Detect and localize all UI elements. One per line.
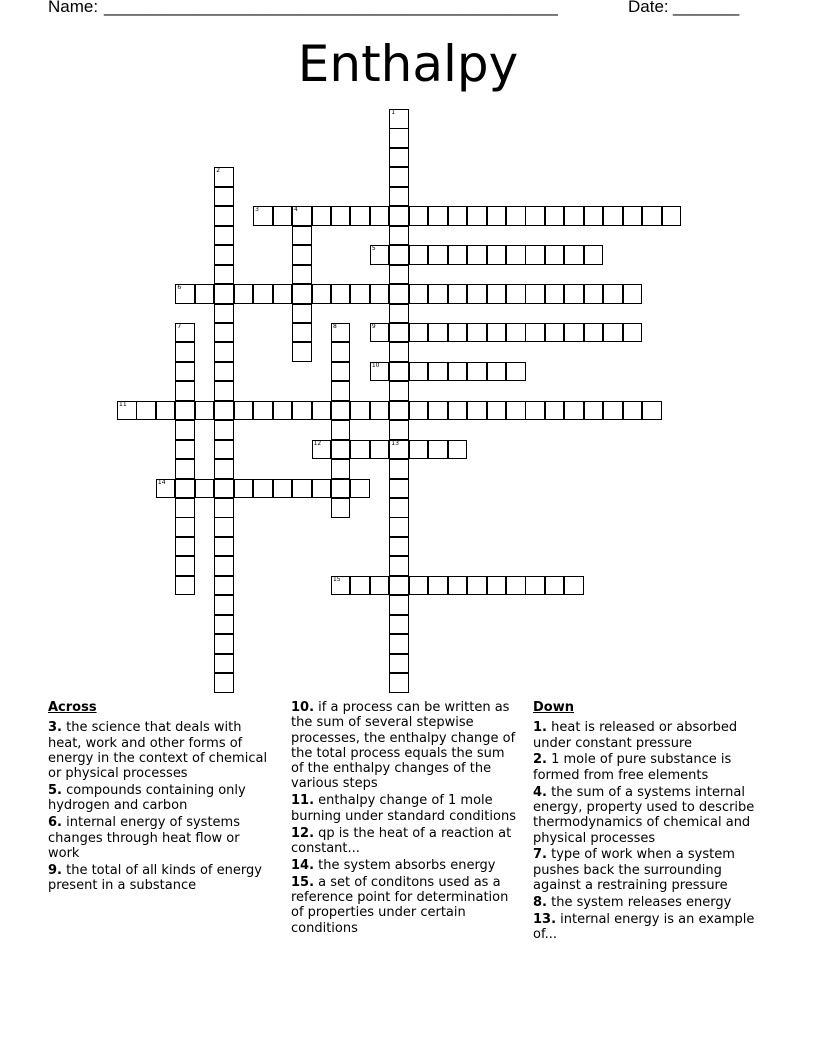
crossword-cell[interactable] bbox=[214, 226, 234, 246]
crossword-cell[interactable] bbox=[214, 517, 234, 537]
clue-text: the system absorbs energy bbox=[314, 857, 496, 873]
date-field[interactable]: _______ bbox=[673, 0, 740, 16]
crossword-cell[interactable] bbox=[214, 381, 234, 401]
crossword-cell[interactable] bbox=[350, 479, 370, 499]
crossword-cell[interactable] bbox=[467, 284, 487, 304]
crossword-cell[interactable] bbox=[506, 245, 526, 265]
cell-number: 12 bbox=[313, 439, 322, 447]
crossword-cell[interactable] bbox=[312, 401, 332, 421]
crossword-cell[interactable] bbox=[603, 401, 623, 421]
crossword-cell[interactable] bbox=[312, 440, 332, 460]
crossword-cell[interactable] bbox=[156, 401, 176, 421]
crossword-cell[interactable] bbox=[331, 498, 351, 518]
crossword-cell[interactable] bbox=[506, 206, 526, 226]
crossword-cell[interactable] bbox=[156, 479, 176, 499]
puzzle-title: Enthalpy bbox=[297, 35, 519, 93]
clue-text: heat is released or absorbed under constant pressure bbox=[533, 720, 738, 751]
cell-number: 8 bbox=[332, 322, 337, 330]
crossword-cell[interactable] bbox=[389, 517, 409, 537]
crossword-cell[interactable] bbox=[117, 401, 137, 421]
crossword-cell[interactable] bbox=[175, 459, 195, 479]
crossword-cell[interactable] bbox=[175, 381, 195, 401]
crossword-cell[interactable] bbox=[428, 284, 448, 304]
crossword-cell[interactable] bbox=[389, 537, 409, 557]
crossword-cell[interactable] bbox=[175, 479, 195, 499]
crossword-cell[interactable] bbox=[428, 323, 448, 343]
crossword-cell[interactable] bbox=[370, 284, 390, 304]
crossword-cell[interactable] bbox=[448, 245, 468, 265]
clue-text: a set of conditons used as a reference point for determination of properties under certain conditions bbox=[291, 874, 509, 936]
crossword-cell[interactable] bbox=[331, 362, 351, 382]
crossword-cell[interactable] bbox=[389, 654, 409, 674]
crossword-cell[interactable] bbox=[175, 498, 195, 518]
crossword-cell[interactable] bbox=[487, 576, 507, 596]
crossword-cell[interactable] bbox=[175, 323, 195, 343]
crossword-cell[interactable] bbox=[409, 362, 429, 382]
crossword-cell[interactable] bbox=[214, 265, 234, 285]
crossword-cell[interactable] bbox=[292, 323, 312, 343]
crossword-cell[interactable] bbox=[409, 401, 429, 421]
crossword-cell[interactable] bbox=[389, 109, 409, 129]
crossword-cell[interactable] bbox=[564, 206, 584, 226]
crossword-cell[interactable] bbox=[467, 323, 487, 343]
crossword-cell[interactable] bbox=[214, 479, 234, 499]
crossword-cell[interactable] bbox=[234, 284, 254, 304]
crossword-cell[interactable] bbox=[448, 323, 468, 343]
crossword-cell[interactable] bbox=[292, 342, 312, 362]
crossword-cell[interactable] bbox=[389, 440, 409, 460]
crossword-cell[interactable] bbox=[214, 323, 234, 343]
clue-text: qp is the heat of a reaction at constant... bbox=[291, 825, 512, 856]
crossword-cell[interactable] bbox=[214, 556, 234, 576]
crossword-cell[interactable] bbox=[525, 323, 545, 343]
clue-across-5 bbox=[48, 783, 268, 814]
crossword-cell[interactable] bbox=[389, 284, 409, 304]
crossword-cell[interactable] bbox=[603, 323, 623, 343]
crossword-cell[interactable] bbox=[428, 576, 448, 596]
crossword-cell[interactable] bbox=[448, 401, 468, 421]
clue-across-9 bbox=[48, 863, 268, 894]
crossword-cell[interactable] bbox=[389, 381, 409, 401]
crossword-cell[interactable] bbox=[389, 401, 409, 421]
crossword-cell[interactable] bbox=[175, 556, 195, 576]
crossword-cell[interactable] bbox=[312, 479, 332, 499]
crossword-cell[interactable] bbox=[175, 342, 195, 362]
crossword-cell[interactable] bbox=[389, 323, 409, 343]
crossword-cell[interactable] bbox=[331, 420, 351, 440]
crossword-cell[interactable] bbox=[428, 401, 448, 421]
clue-number: 4. bbox=[533, 784, 547, 800]
crossword-cell[interactable] bbox=[370, 401, 390, 421]
cell-number: 15 bbox=[332, 575, 341, 583]
crossword-cell[interactable] bbox=[525, 401, 545, 421]
cell-number: 7 bbox=[177, 322, 182, 330]
crossword-cell[interactable] bbox=[175, 401, 195, 421]
crossword-cell[interactable] bbox=[506, 323, 526, 343]
crossword-cell[interactable] bbox=[214, 187, 234, 207]
crossword-cell[interactable] bbox=[467, 206, 487, 226]
crossword-cell[interactable] bbox=[350, 440, 370, 460]
crossword-cell[interactable] bbox=[389, 459, 409, 479]
crossword-cell[interactable] bbox=[234, 479, 254, 499]
crossword-cell[interactable] bbox=[448, 440, 468, 460]
clue-number: 11. bbox=[291, 793, 315, 809]
crossword-cell[interactable] bbox=[389, 226, 409, 246]
crossword-cell[interactable] bbox=[506, 576, 526, 596]
crossword-cell[interactable] bbox=[525, 245, 545, 265]
clue-number: 10. bbox=[291, 700, 315, 715]
crossword-cell[interactable] bbox=[253, 206, 273, 226]
crossword-cell[interactable] bbox=[389, 304, 409, 324]
crossword-cell[interactable] bbox=[564, 401, 584, 421]
crossword-cell[interactable] bbox=[273, 284, 293, 304]
crossword-cell[interactable] bbox=[175, 440, 195, 460]
crossword-cell[interactable] bbox=[389, 342, 409, 362]
cell-number: 2 bbox=[216, 167, 221, 175]
clue-across-11 bbox=[291, 793, 516, 824]
clue-down-8 bbox=[533, 895, 765, 910]
crossword-cell[interactable] bbox=[312, 284, 332, 304]
crossword-cell[interactable] bbox=[214, 440, 234, 460]
crossword-cell[interactable] bbox=[195, 284, 215, 304]
crossword-cell[interactable] bbox=[389, 265, 409, 285]
crossword-cell[interactable] bbox=[642, 401, 662, 421]
clue-number: 5. bbox=[48, 783, 62, 799]
crossword-cell[interactable] bbox=[214, 459, 234, 479]
crossword-cell[interactable] bbox=[389, 498, 409, 518]
clue-number: 15. bbox=[291, 874, 315, 890]
crossword-cell[interactable] bbox=[389, 187, 409, 207]
crossword-cell[interactable] bbox=[350, 284, 370, 304]
crossword-cell[interactable] bbox=[389, 615, 409, 635]
clue-text: type of work when a system pushes back the surrounding against a restraining pressure bbox=[533, 847, 735, 894]
clue-number: 6. bbox=[48, 815, 62, 831]
crossword-cell[interactable] bbox=[545, 576, 565, 596]
crossword-cell[interactable] bbox=[214, 498, 234, 518]
clue-text: the science that deals with heat, work and other forms of energy in the context of chemical or physical processes bbox=[48, 720, 268, 782]
crossword-cell[interactable] bbox=[428, 206, 448, 226]
clue-number: 3. bbox=[48, 720, 62, 736]
crossword-cell[interactable] bbox=[175, 517, 195, 537]
crossword-cell[interactable] bbox=[331, 440, 351, 460]
crossword-cell[interactable] bbox=[623, 401, 643, 421]
down-clues-column bbox=[533, 700, 765, 944]
crossword-cell[interactable] bbox=[584, 323, 604, 343]
crossword-cell[interactable] bbox=[214, 537, 234, 557]
crossword-cell[interactable] bbox=[214, 284, 234, 304]
crossword-cell[interactable] bbox=[428, 362, 448, 382]
crossword-cell[interactable] bbox=[487, 401, 507, 421]
crossword-cell[interactable] bbox=[273, 479, 293, 499]
clue-text: enthalpy change of 1 mole burning under standard conditions bbox=[291, 793, 516, 824]
clue-number: 9. bbox=[48, 862, 62, 878]
crossword-cell[interactable] bbox=[525, 284, 545, 304]
clue-text: compounds containing only hydrogen and carbon bbox=[48, 783, 246, 814]
crossword-cell[interactable] bbox=[389, 420, 409, 440]
crossword-cell[interactable] bbox=[214, 342, 234, 362]
clue-number: 2. bbox=[533, 752, 547, 768]
crossword-cell[interactable] bbox=[273, 401, 293, 421]
crossword-cell[interactable] bbox=[389, 245, 409, 265]
clue-across-6 bbox=[48, 815, 268, 861]
clue-number: 1. bbox=[533, 720, 547, 736]
clue-number: 8. bbox=[533, 894, 547, 910]
crossword-cell[interactable] bbox=[214, 167, 234, 187]
crossword-cell[interactable] bbox=[292, 206, 312, 226]
crossword-cell[interactable] bbox=[467, 401, 487, 421]
crossword-cell[interactable] bbox=[623, 284, 643, 304]
crossword-cell[interactable] bbox=[487, 245, 507, 265]
crossword-cell[interactable] bbox=[409, 323, 429, 343]
crossword-cell[interactable] bbox=[545, 206, 565, 226]
crossword-cell[interactable] bbox=[584, 206, 604, 226]
crossword-cell[interactable] bbox=[662, 206, 682, 226]
crossword-cell[interactable] bbox=[175, 284, 195, 304]
clue-text: internal energy of systems changes through heat flow or work bbox=[48, 815, 240, 861]
crossword-cell[interactable] bbox=[603, 206, 623, 226]
crossword-cell[interactable] bbox=[214, 206, 234, 226]
crossword-cell[interactable] bbox=[409, 245, 429, 265]
crossword-cell[interactable] bbox=[584, 284, 604, 304]
crossword-cell[interactable] bbox=[331, 459, 351, 479]
crossword-cell[interactable] bbox=[292, 401, 312, 421]
crossword-cell[interactable] bbox=[350, 576, 370, 596]
crossword-cell[interactable] bbox=[584, 245, 604, 265]
crossword-cell[interactable] bbox=[234, 401, 254, 421]
crossword-cell[interactable] bbox=[331, 342, 351, 362]
crossword-cell[interactable] bbox=[253, 479, 273, 499]
crossword-cell[interactable] bbox=[253, 401, 273, 421]
crossword-cell[interactable] bbox=[292, 304, 312, 324]
crossword-cell[interactable] bbox=[545, 245, 565, 265]
cell-number: 3 bbox=[255, 206, 259, 214]
crossword-cell[interactable] bbox=[175, 420, 195, 440]
crossword-cell[interactable] bbox=[506, 362, 526, 382]
crossword-cell[interactable] bbox=[428, 245, 448, 265]
crossword-cell[interactable] bbox=[175, 576, 195, 596]
crossword-cell[interactable] bbox=[331, 576, 351, 596]
crossword-cell[interactable] bbox=[214, 304, 234, 324]
crossword-cell[interactable] bbox=[389, 673, 409, 693]
crossword-cell[interactable] bbox=[487, 284, 507, 304]
clue-text: the system releases energy bbox=[546, 894, 732, 910]
crossword-cell[interactable] bbox=[292, 245, 312, 265]
clue-down-2 bbox=[533, 752, 765, 783]
crossword-cell[interactable] bbox=[467, 576, 487, 596]
across-clues-column bbox=[48, 700, 268, 895]
clue-down-1 bbox=[533, 720, 765, 751]
crossword-cell[interactable] bbox=[214, 615, 234, 635]
crossword-cell[interactable] bbox=[292, 226, 312, 246]
crossword-cell[interactable] bbox=[389, 479, 409, 499]
crossword-cell[interactable] bbox=[389, 128, 409, 148]
clue-number: 7. bbox=[533, 847, 547, 863]
clue-number: 14. bbox=[291, 857, 315, 873]
crossword-cell[interactable] bbox=[350, 401, 370, 421]
crossword-cell[interactable] bbox=[389, 634, 409, 654]
crossword-cell[interactable] bbox=[292, 265, 312, 285]
crossword-cell[interactable] bbox=[525, 206, 545, 226]
cell-number: 10 bbox=[371, 361, 380, 369]
crossword-cell[interactable] bbox=[603, 284, 623, 304]
cell-number: 11 bbox=[119, 400, 127, 408]
crossword-cell[interactable] bbox=[292, 284, 312, 304]
crossword-cell[interactable] bbox=[331, 381, 351, 401]
clue-text: 1 mole of pure substance is formed from free elements bbox=[533, 752, 732, 783]
crossword-cell[interactable] bbox=[331, 206, 351, 226]
crossword-cell[interactable] bbox=[195, 401, 215, 421]
clue-across-14 bbox=[291, 858, 516, 873]
crossword-cell[interactable] bbox=[389, 595, 409, 615]
across-heading: Across bbox=[48, 700, 97, 715]
clue-number: 13. bbox=[533, 911, 557, 927]
crossword-cell[interactable] bbox=[214, 634, 234, 654]
crossword-cell[interactable] bbox=[136, 401, 156, 421]
crossword-cell[interactable] bbox=[545, 401, 565, 421]
crossword-cell[interactable] bbox=[564, 245, 584, 265]
crossword-cell[interactable] bbox=[292, 479, 312, 499]
clue-down-4 bbox=[533, 785, 765, 846]
clue-down-7 bbox=[533, 847, 765, 893]
crossword-cell[interactable] bbox=[564, 576, 584, 596]
clue-across-12 bbox=[291, 826, 516, 857]
crossword-cell[interactable] bbox=[448, 362, 468, 382]
crossword-cell[interactable] bbox=[487, 206, 507, 226]
crossword-cell[interactable] bbox=[564, 323, 584, 343]
crossword-cell[interactable] bbox=[253, 284, 273, 304]
cell-number: 6 bbox=[177, 284, 182, 292]
clue-across-3 bbox=[48, 720, 268, 781]
crossword-cell[interactable] bbox=[214, 576, 234, 596]
crossword-cell[interactable] bbox=[506, 401, 526, 421]
crossword-cell[interactable] bbox=[448, 206, 468, 226]
crossword-cell[interactable] bbox=[214, 595, 234, 615]
crossword-cell[interactable] bbox=[389, 167, 409, 187]
clue-across-15 bbox=[291, 875, 516, 936]
cell-number: 14 bbox=[157, 478, 166, 486]
cell-number: 13 bbox=[391, 439, 399, 447]
crossword-cell[interactable] bbox=[389, 556, 409, 576]
date-label: Date: bbox=[628, 0, 669, 16]
crossword-cell[interactable] bbox=[487, 362, 507, 382]
crossword-cell[interactable] bbox=[370, 576, 390, 596]
crossword-cell[interactable] bbox=[389, 576, 409, 596]
crossword-cell[interactable] bbox=[273, 206, 293, 226]
crossword-cell[interactable] bbox=[389, 206, 409, 226]
cell-number: 1 bbox=[391, 109, 396, 116]
crossword-cell[interactable] bbox=[214, 673, 234, 693]
crossword-cell[interactable] bbox=[175, 362, 195, 382]
crossword-cell[interactable] bbox=[195, 479, 215, 499]
crossword-cell[interactable] bbox=[448, 284, 468, 304]
crossword-cell[interactable] bbox=[545, 284, 565, 304]
name-label: Name: bbox=[48, 0, 99, 16]
crossword-cell[interactable] bbox=[487, 323, 507, 343]
crossword-cell[interactable] bbox=[331, 284, 351, 304]
crossword-cell[interactable] bbox=[623, 323, 643, 343]
crossword-cell[interactable] bbox=[350, 206, 370, 226]
crossword-cell[interactable] bbox=[370, 440, 390, 460]
cell-number: 9 bbox=[371, 322, 376, 330]
clue-text: the total of all kinds of energy present in a substance bbox=[48, 862, 262, 894]
crossword-cell[interactable] bbox=[214, 420, 234, 440]
clue-number: 12. bbox=[291, 825, 315, 841]
crossword-cell[interactable] bbox=[175, 537, 195, 557]
crossword-cell[interactable] bbox=[214, 245, 234, 265]
down-heading: Down bbox=[533, 700, 574, 715]
crossword-cell[interactable] bbox=[214, 401, 234, 421]
crossword-cell[interactable] bbox=[428, 440, 448, 460]
name-field[interactable]: ________________________________________________ bbox=[104, 0, 558, 16]
crossword-cell[interactable] bbox=[214, 362, 234, 382]
crossword-cell[interactable] bbox=[467, 362, 487, 382]
cell-number: 5 bbox=[371, 245, 376, 253]
crossword-cell[interactable] bbox=[370, 206, 390, 226]
crossword-cell[interactable] bbox=[506, 284, 526, 304]
crossword-cell[interactable] bbox=[331, 401, 351, 421]
crossword-cell[interactable] bbox=[467, 245, 487, 265]
clue-text: internal energy is an example of... bbox=[533, 911, 755, 943]
crossword-cell[interactable] bbox=[448, 576, 468, 596]
cell-number: 4 bbox=[294, 206, 298, 214]
clue-text: the sum of a systems internal energy, property used to describe thermodynamics of chemical and physical processes bbox=[533, 784, 755, 846]
clue-across-10 bbox=[291, 700, 516, 792]
crossword-cell[interactable] bbox=[564, 284, 584, 304]
crossword-cell[interactable] bbox=[545, 323, 565, 343]
crossword-cell[interactable] bbox=[409, 284, 429, 304]
clue-down-13 bbox=[533, 912, 765, 943]
crossword-cell[interactable] bbox=[389, 148, 409, 168]
crossword-cell[interactable] bbox=[331, 479, 351, 499]
crossword-cell[interactable] bbox=[409, 576, 429, 596]
crossword-cell[interactable] bbox=[331, 323, 351, 343]
crossword-cell[interactable] bbox=[623, 206, 643, 226]
crossword-cell[interactable] bbox=[370, 323, 390, 343]
across-clues-column-continued bbox=[291, 700, 516, 937]
crossword-cell[interactable] bbox=[312, 206, 332, 226]
crossword-cell[interactable] bbox=[389, 362, 409, 382]
crossword-cell[interactable] bbox=[409, 440, 429, 460]
crossword-cell[interactable] bbox=[409, 206, 429, 226]
crossword-cell[interactable] bbox=[214, 654, 234, 674]
crossword-cell[interactable] bbox=[370, 245, 390, 265]
crossword-cell[interactable] bbox=[525, 576, 545, 596]
clue-text: if a process can be written as the sum of several stepwise processes, the enthalpy change of the total process equals the sum of the enthalpy changes of the various steps bbox=[291, 700, 516, 792]
crossword-cell[interactable] bbox=[642, 206, 662, 226]
crossword-cell[interactable] bbox=[584, 401, 604, 421]
crossword-cell[interactable] bbox=[370, 362, 390, 382]
